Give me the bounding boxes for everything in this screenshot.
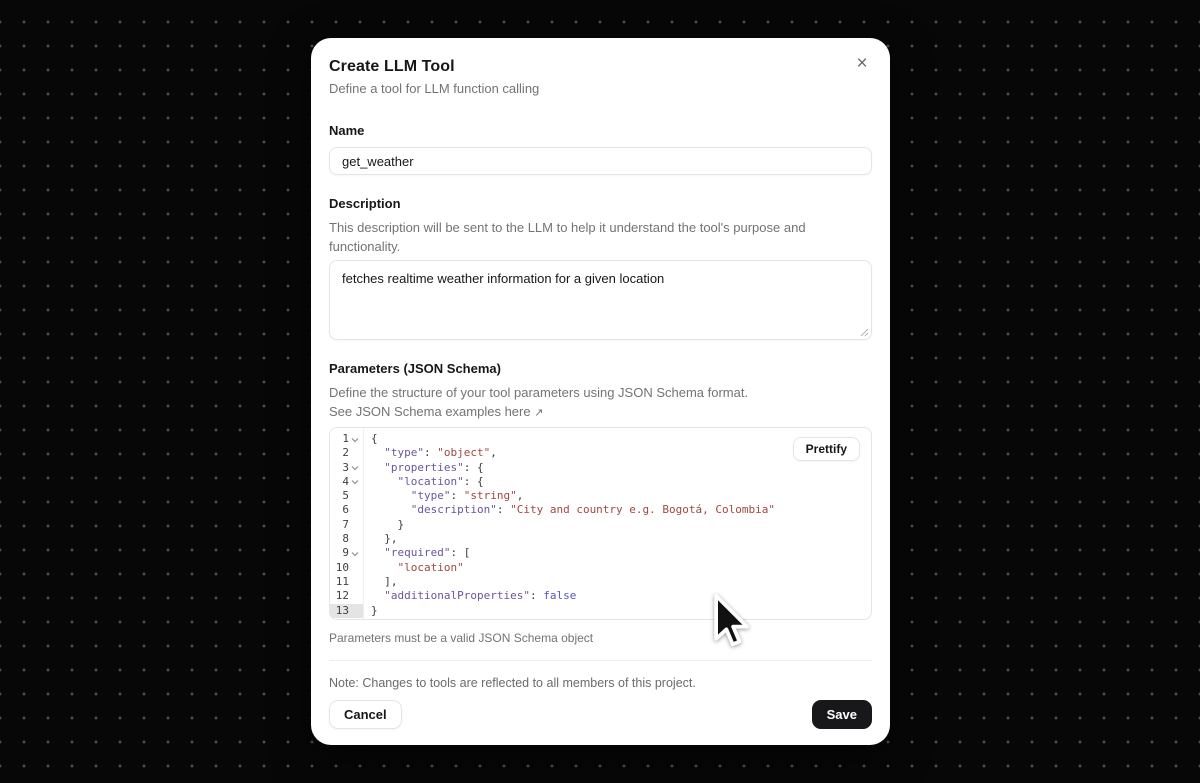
external-link-icon: ↗ [534, 407, 544, 419]
json-schema-examples-link-label: See JSON Schema examples here [329, 404, 531, 419]
description-textarea[interactable] [329, 260, 872, 340]
code-line[interactable]: "required": [ [384, 546, 471, 560]
gutter-line-number: 10 [335, 560, 349, 574]
cancel-button[interactable]: Cancel [329, 700, 402, 729]
gutter-line-number: 7 [342, 517, 349, 531]
gutter-line-number: 13 [330, 604, 363, 618]
code-line[interactable]: "location": { [397, 474, 484, 488]
gutter-line-number: 3 [330, 461, 363, 475]
code-line[interactable]: "properties": { [384, 460, 484, 474]
parameters-help-text: Define the structure of your tool parameters using JSON Schema format. [329, 385, 749, 400]
gutter-line-number: 5 [342, 489, 349, 503]
gutter-line-number: 1 [330, 432, 363, 446]
name-input[interactable] [329, 147, 872, 175]
fold-icon[interactable] [349, 475, 361, 489]
fold-icon[interactable] [349, 546, 361, 560]
description-help-text: This description will be sent to the LLM to help it understand the tool's purpose and functionality. [329, 220, 806, 254]
close-icon[interactable]: × [850, 52, 874, 76]
json-schema-editor[interactable] [329, 427, 872, 620]
code-line[interactable]: "description": "City and country e.g. Bogotá, Colombia" [410, 503, 775, 517]
code-line[interactable]: "type": "string", [410, 489, 524, 503]
parameters-hint: Parameters must be a valid JSON Schema object [329, 631, 594, 645]
create-llm-tool-dialog [311, 38, 890, 745]
editor-gutter [330, 428, 364, 619]
dialog-footer [329, 700, 872, 729]
gutter-line-number: 6 [342, 503, 349, 517]
description-label: Description [329, 196, 401, 211]
dialog-subtitle: Define a tool for LLM function calling [329, 81, 540, 96]
mouse-cursor-icon [713, 593, 751, 649]
footer-divider [329, 660, 872, 661]
gutter-line-number: 4 [330, 475, 363, 489]
code-line[interactable]: } [371, 517, 405, 531]
code-line[interactable]: } [371, 603, 378, 617]
parameters-label: Parameters (JSON Schema) [329, 361, 501, 376]
gutter-line-number: 9 [330, 546, 363, 560]
code-line[interactable]: "type": "object", [384, 446, 497, 460]
gutter-line-number: 8 [342, 532, 349, 546]
json-schema-examples-link[interactable] [329, 402, 829, 423]
name-label: Name [329, 123, 365, 138]
code-line[interactable]: "location" [397, 560, 464, 574]
dialog-title: Create LLM Tool [329, 58, 455, 75]
save-button[interactable]: Save [812, 700, 872, 729]
fold-icon[interactable] [349, 461, 361, 475]
code-line[interactable]: { [371, 432, 378, 445]
gutter-line-number: 12 [335, 589, 349, 603]
prettify-button[interactable]: Prettify [793, 437, 860, 461]
code-line[interactable]: "additionalProperties": false [384, 589, 577, 603]
code-line[interactable]: ], [371, 574, 398, 588]
fold-icon[interactable] [349, 432, 361, 446]
footer-note: Note: Changes to tools are reflected to all members of this project. [329, 676, 696, 690]
gutter-line-number: 2 [342, 446, 349, 460]
gutter-line-number: 11 [335, 574, 349, 588]
code-line[interactable]: }, [371, 532, 398, 546]
